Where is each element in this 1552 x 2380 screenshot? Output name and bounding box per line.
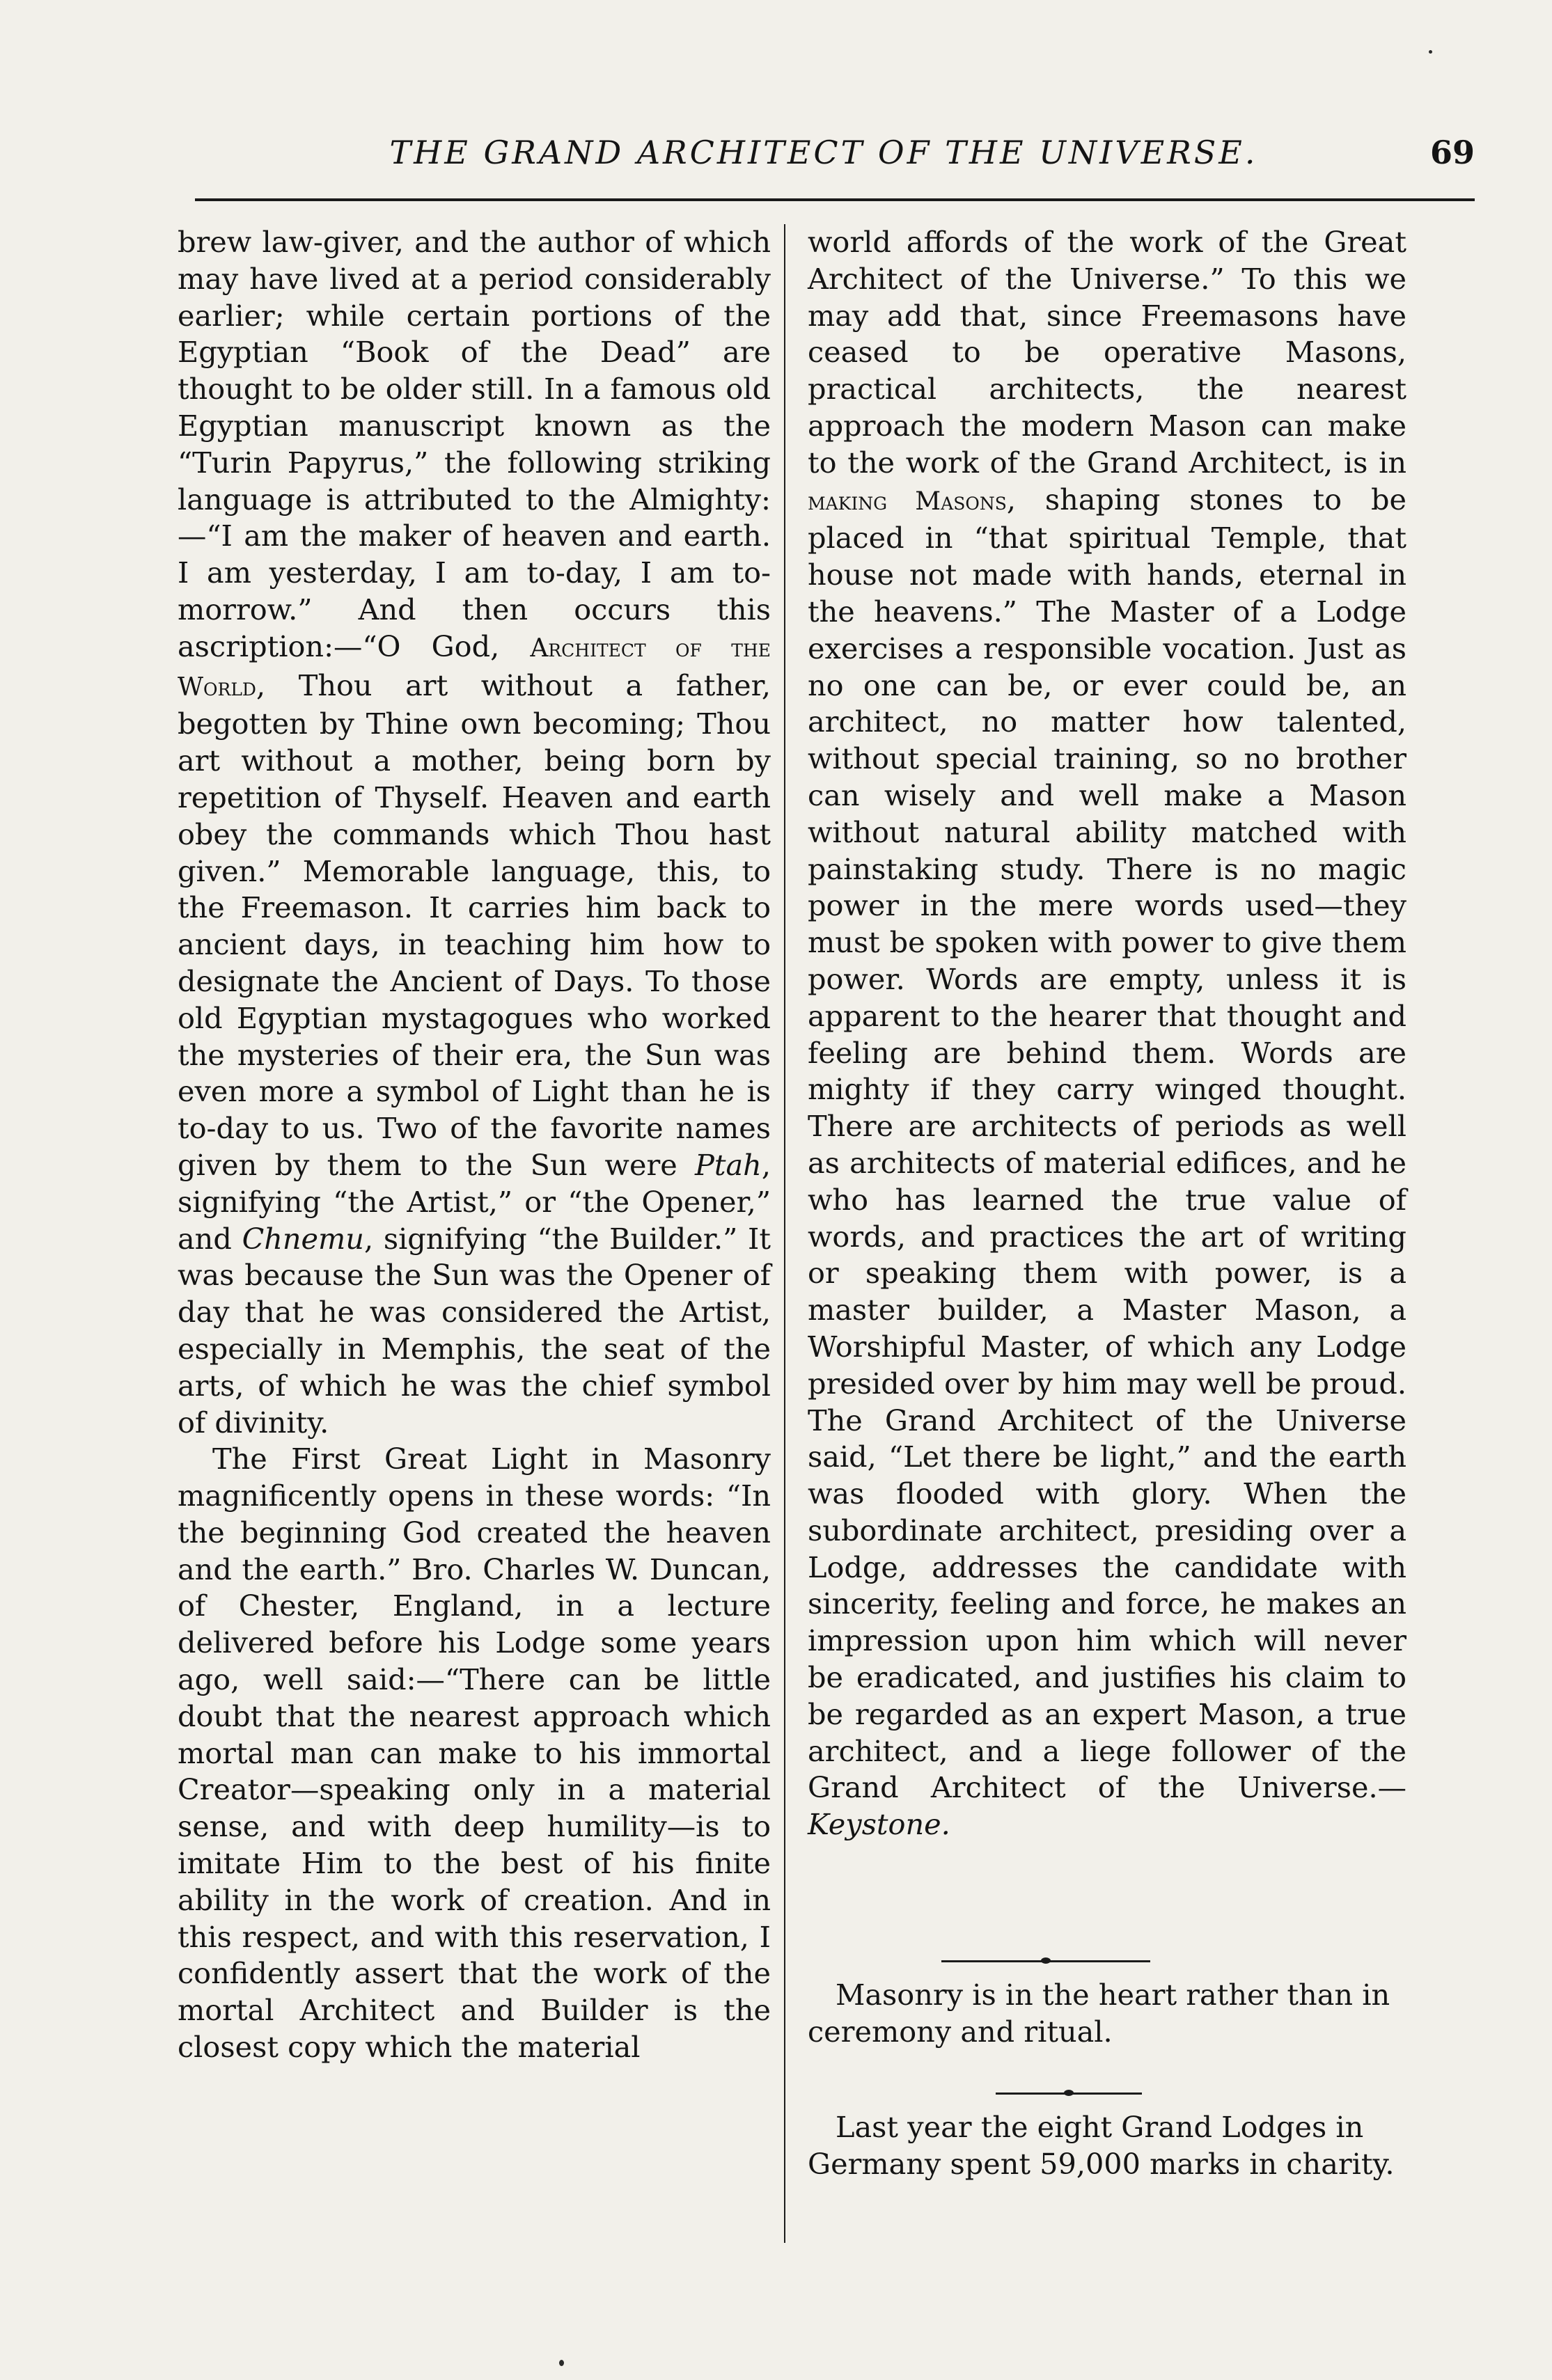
text-run: world affords of the work of the Great Architect of the Universe.” To this we may add that, since Freemasons have ceased to be operative Masons, practical architects, the nearest approach the modern Mason can make to the work of the Grand Architect, is in bbox=[808, 226, 1406, 480]
ornament-dot bbox=[1041, 1957, 1051, 1964]
print-speck bbox=[559, 2360, 564, 2366]
small-caps-phrase: Architect of the World bbox=[178, 633, 771, 702]
header-rule bbox=[195, 198, 1475, 201]
short-item-masonry: Masonry is in the heart rather than in ceremony and ritual. bbox=[808, 1978, 1390, 2049]
text-run: , signifying “the Artist,” or “the Opener,” and bbox=[178, 1148, 771, 1256]
left-paragraph-1 bbox=[178, 224, 771, 1441]
ornament-dot bbox=[1064, 2090, 1074, 2096]
small-caps-phrase: making Masons bbox=[808, 487, 1007, 516]
right-paragraph-1 bbox=[808, 224, 1406, 1843]
text-run: , Thou art without a father, begotten by Thine own becoming; Thou art without a mother, being born by repetition of Thyself. Heaven and earth obey the commands which Thou hast given.” Memorable language, this, to the Freemason. It carries him back to ancient days, in teaching him how to designate the Ancient of Days. To those old Egyptian mystagogues who worked the mysteries of their era, the Sun was even more a symbol of Light than he is to-day to us. Two of the favorite names given by them to the Sun were bbox=[178, 668, 771, 1182]
text-run: brew law-giver, and the author of which may have lived at a period considerably earlier; while certain portions of the Egyptian “Book of the Dead” are thought to be older still. In a famous old Egyptian manuscript known as the “Turin Papyrus,” the following striking language is attributed to the Almighty:—“I am the maker of heaven and earth. I am yesterday, I am to-day, I am to-morrow.” And then occurs this ascription:—“O God, bbox=[178, 226, 771, 663]
right-column bbox=[808, 224, 1406, 1843]
italic-source: Keystone. bbox=[808, 1808, 950, 1842]
page-number: 69 bbox=[1429, 134, 1475, 171]
running-head bbox=[173, 134, 1475, 182]
italic-term: Chnemu bbox=[242, 1222, 364, 1256]
text-run: , shaping stones to be placed in “that spiritual Temple, that house not made with hands, eternal in the heavens.” The Master of a Lodge exercises a responsible vocation. Just as no one can be, or ever could be, an architect, no matter how talented, without special training, so no brother can wisely and well make a Mason without natural ability matched with painstaking study. There is no magic power in the mere words used—they must be spoken with power to give them power. Words are empty, unless it is apparent to the hearer that thought and feeling are behind them. Words are mighty if they carry winged thought. There are architects of periods as well as architects of material edifices, and he who has learned the true value of words, and practices the art of writing or speaking them with power, is a master builder, a Master Mason, a Worshipful Master, of which any Lodge presided over by him may well be proud. The Grand Architect of the Universe said, “Let there be light,” and the earth was flooded with glory. When the subordinate architect, presiding over a Lodge, addresses the candidate with sincerity, feeling and force, he makes an impression upon him which will never be eradicated, and justifies his claim to be regarded as an expert Mason, a true architect, and a liege follower of the Grand Architect of the Universe.— bbox=[808, 482, 1406, 1805]
left-column bbox=[178, 224, 771, 2066]
italic-term: Ptah bbox=[695, 1148, 762, 1182]
running-title: THE GRAND ARCHITECT OF THE UNIVERSE. bbox=[389, 134, 1258, 171]
left-paragraph-2: The First Great Light in Masonry magnificently opens in these words: “In the beginning God created the heaven and the earth.” Bro. Charles W. Duncan, of Chester, England, in a lecture delivered before his Lodge some years ago, well said:—“There can be little doubt that the nearest approach which mortal man can make to his immortal Creator—speaking only in a material sense, and with deep humility—is to imitate Him to the best of his finite ability in the work of creation. And in this respect, and with this reservation, I confidently assert that the work of the mortal Architect and Builder is the closest copy which the material bbox=[178, 1442, 771, 2065]
column-divider bbox=[784, 224, 785, 2243]
text-run: , signifying “the Builder.” It was because the Sun was the Opener of day that he was considered the Artist, especially in Memphis, the seat of the arts, of which he was the chief symbol of divinity. bbox=[178, 1222, 771, 1440]
short-item-grand-lodges: Last year the eight Grand Lodges in Germany spent 59,000 marks in charity. bbox=[808, 2111, 1395, 2181]
print-speck bbox=[1429, 50, 1432, 54]
